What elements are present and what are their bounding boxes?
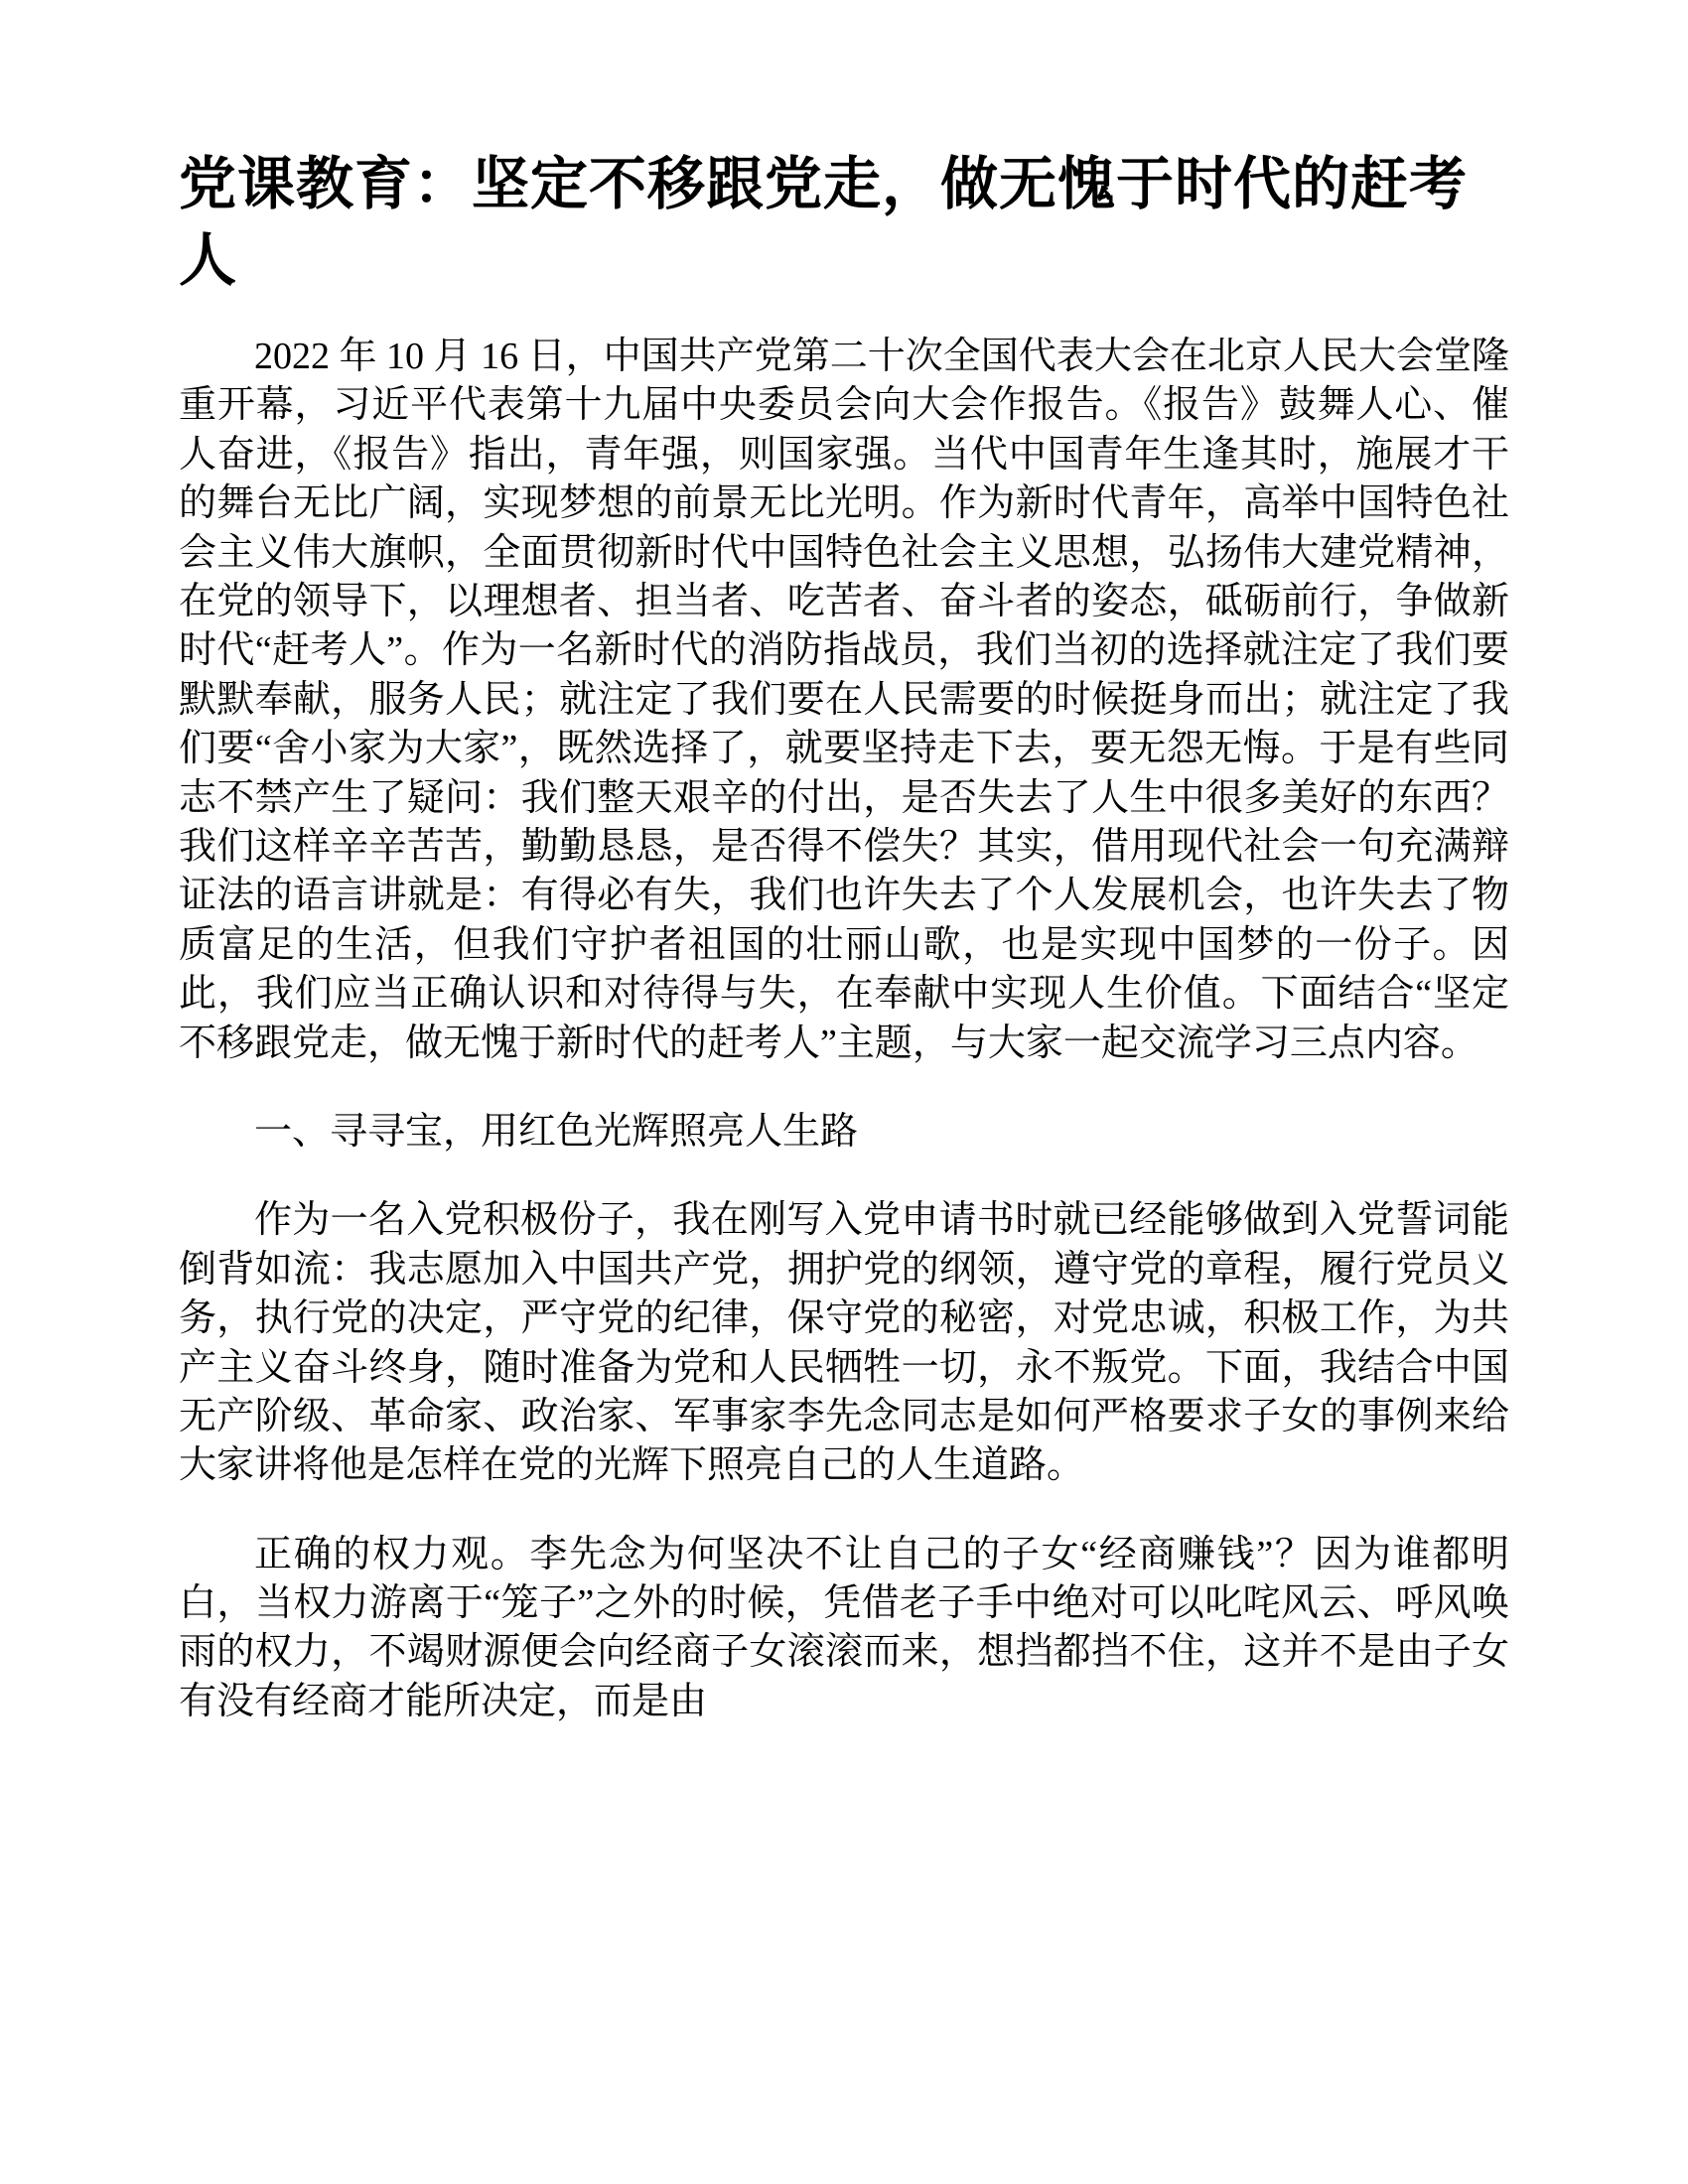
section-heading-1: 一、寻寻宝，用红色光辉照亮人生路 [254, 1110, 859, 1153]
paragraph-opening: 2022 年 10 月 16 日，中国共产党第二十次全国代表大会在北京人民大会堂隆重开幕，习近平代表第十九届中央委员会向大会作报告。《报告》鼓舞人心、催人奋进，《报告》指出，青年强，则国家强。当代中国青年生逢其时，施展才干的舞台无比广阔，实现梦想的前景无比光明。作为新时代青年，高举中国特色社会主义伟大旗帜，全面贯彻新时代中国特色社会主义思想，弘扬伟大建党精神，在党的领导下，以理想者、担当者、吃苦者、奋斗者的姿态，砥砺前行，争做新时代“赶考人”。作为一名新时代的消防指战员，我们当初的选择就注定了我们要默默奉献，服务人民；就注定了我们要在人民需要的时候挺身而出；就注定了我们要“舍小家为大家”，既然选择了，就要坚持走下去，要无怨无悔。于是有些同志不禁产生了疑问：我们整天艰辛的付出，是否失去了人生中很多美好的东西？我们这样辛辛苦苦，勤勤恳恳，是否得不偿失？其实，借用现代社会一句充满辩证法的语言讲就是：有得必有失，我们也许失去了个人发展机会，也许失去了物质富足的生活，但我们守护者祖国的壮丽山歌，也是实现中国梦的一份子。因此，我们应当正确认识和对待得与失，在奉献中实现人生价值。下面结合“坚定不移跟党走，做无愧于新时代的赶考人”主题，与大家一起交流学习三点内容。 [179, 336, 1509, 1064]
paragraph-power-view: 正确的权力观。李先念为何坚决不让自己的子女“经商赚钱”？因为谁都明白，当权力游离于“笼子”之外的时候，凭借老子手中绝对可以叱咤风云、呼风唤雨的权力，不竭财源便会向经商子女滚滚而来，想挡都挡不住，这并不是由子女有没有经商才能所决定，而是由 [179, 1533, 1509, 1722]
document-title: 党课教育：坚定不移跟党走，做无愧于时代的赶考人 [179, 152, 1469, 293]
paragraph-party-oath: 作为一名入党积极份子，我在刚写入党申请书时就已经能够做到入党誓词能倒背如流：我志愿加入中国共产党，拥护党的纲领，遵守党的章程，履行党员义务，执行党的决定，严守党的纪律，保守党的秘密，对党忠诚，积极工作，为共产主义奋斗终身，随时准备为党和人民牺牲一切，永不叛党。下面，我结合中国无产阶级、革命家、政治家、军事家李先念同志是如何严格要求子女的事例来给大家讲将他是怎样在党的光辉下照亮自己的人生道路。 [179, 1199, 1509, 1487]
